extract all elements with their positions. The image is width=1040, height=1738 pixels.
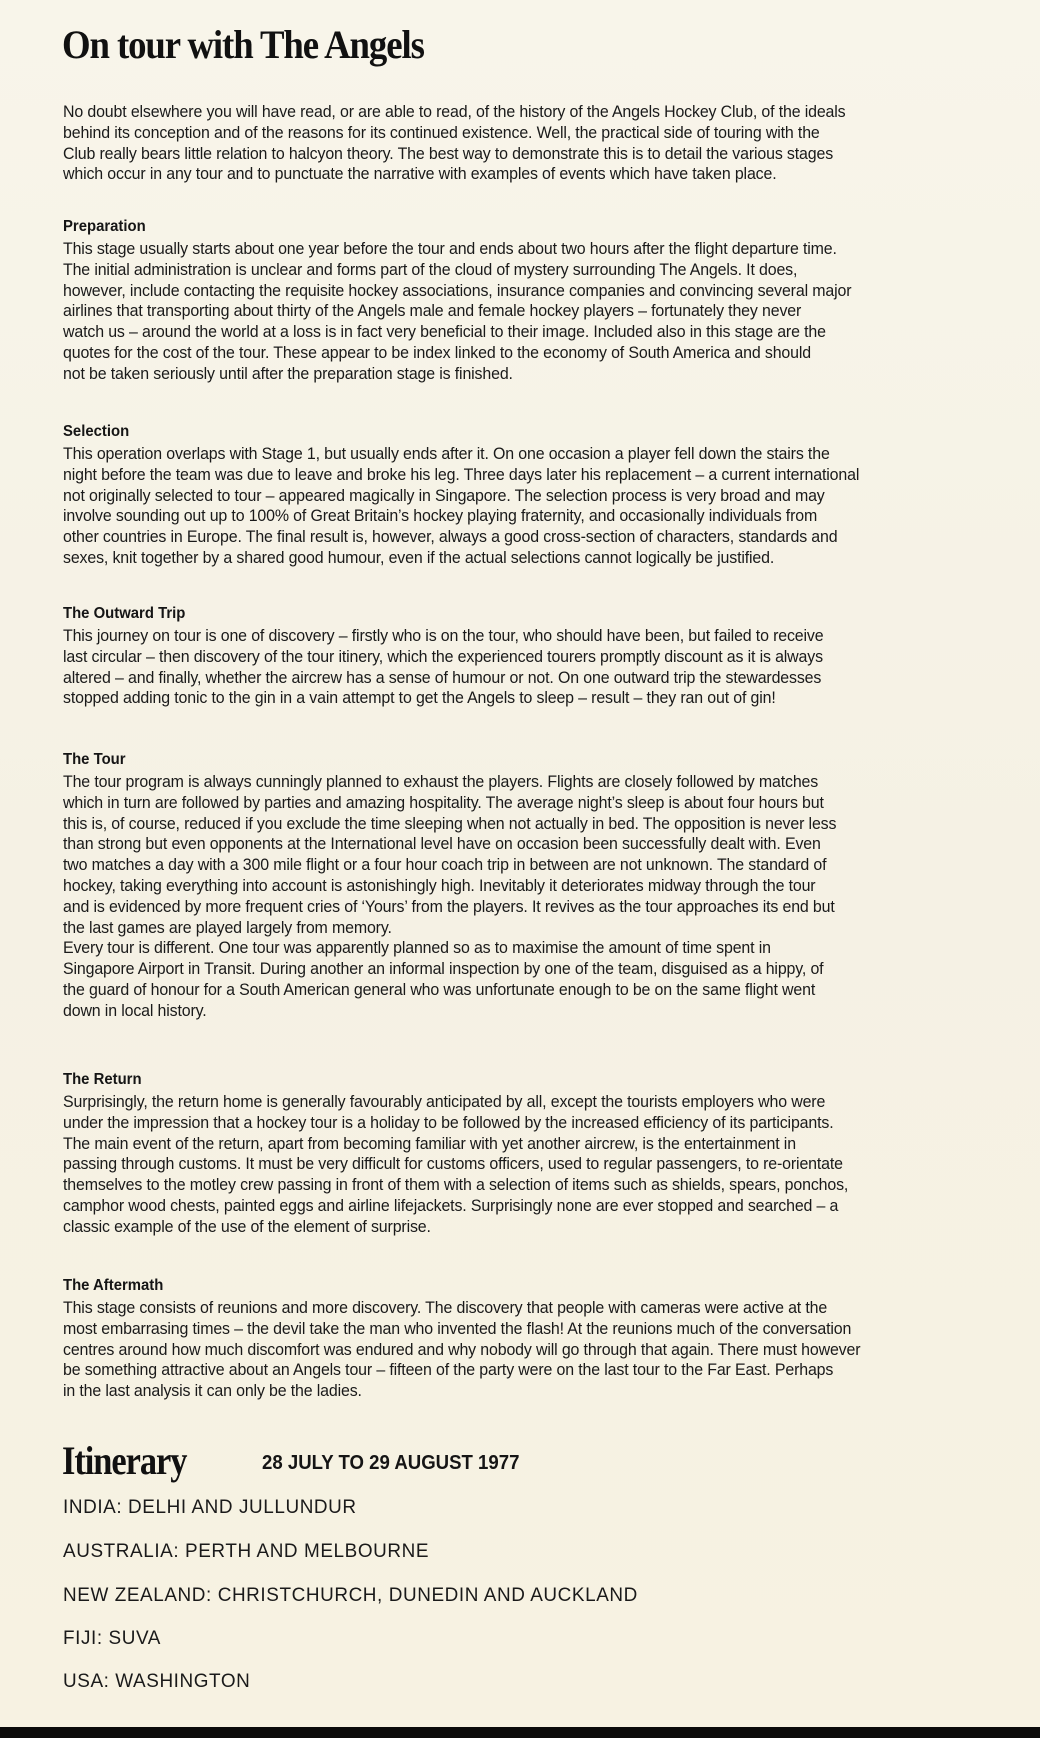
text-line: behind its conception and of the reasons for its continued existence. Well, the practical side of touring with the (63, 123, 820, 142)
text-line: last circular – then discovery of the tour itinery, which the experienced tourers promptly discount as it is always (63, 647, 823, 666)
section-heading: The Aftermath (63, 1277, 164, 1294)
text-line: This stage usually starts about one year before the tour and ends about two hours after the flight departure time. (63, 240, 837, 258)
text-line: under the impression that a hockey tour is a holiday to be followed by the increased efficiency of its participants. (63, 1113, 834, 1132)
text-line: No doubt elsewhere you will have read, or are able to read, of the history of the Angels Hockey Club, of the ideals (63, 103, 846, 121)
text-line: The tour program is always cunningly planned to exhaust the players. Flights are closely followed by matches (63, 773, 819, 791)
text-line: Every tour is different. One tour was apparently planned so as to maximise the amount of time spent in (63, 939, 771, 958)
intro-paragraph (63, 102, 1040, 185)
section-selection (63, 421, 1040, 569)
page-title: On tour with The Angels (62, 22, 424, 67)
text-line: night before the team was due to leave and broke his leg. Three days later his replacement – a current international (63, 465, 860, 484)
text-line: the guard of honour for a South American general who was unfortunate enough to be on the same flight went (63, 980, 816, 999)
section-heading: The Tour (63, 751, 126, 768)
text-line: stopped adding tonic to the gin in a vain attempt to get the Angels to sleep – result – they ran out of gin! (63, 689, 776, 708)
itinerary-heading: Itinerary (62, 1438, 187, 1483)
text-line: in the last analysis it can only be the ladies. (63, 1382, 362, 1401)
text-line: be something attractive about an Angels tour – fifteen of the party were on the last tour to the Far East. Perhaps (63, 1361, 834, 1380)
section-the-return (63, 1069, 1040, 1238)
text-line: watch us – around the world at a loss is in fact very beneficial to their image. Included also in this stage are the (63, 323, 826, 342)
text-line: most embarrasing times – the devil take the man who invented the flash! At the reunions much of the conversation (63, 1319, 852, 1338)
text-line: quotes for the cost of the tour. These appear to be index linked to the economy of South America and should (63, 343, 811, 362)
text-line: down in local history. (63, 1001, 207, 1020)
itinerary-stop: AUSTRALIA: PERTH AND MELBOURNE (63, 1540, 430, 1562)
section-heading: The Outward Trip (63, 605, 186, 622)
text-line: this is, of course, reduced if you exclude the time sleeping when not actually in bed. The opposition is never less (63, 814, 837, 833)
text-line: and is evidenced by more frequent cries of ‘Yours’ from the players. It revives as the tour approaches its end but (63, 897, 835, 916)
text-line: not be taken seriously until after the preparation stage is finished. (63, 364, 513, 383)
section-heading: Selection (63, 423, 130, 440)
text-line: Singapore Airport in Transit. During another an informal inspection by one of the team, disguised as a hippy, of (63, 960, 824, 979)
itinerary-stop: INDIA: DELHI AND JULLUNDUR (63, 1496, 357, 1518)
text-line: which occur in any tour and to punctuate the narrative with examples of events which have taken place. (63, 165, 777, 184)
text-line: Club really bears little relation to halcyon theory. The best way to demonstrate this is to detail the various stages (63, 144, 834, 163)
itinerary-stop: FIJI: SUVA (63, 1627, 161, 1649)
text-line: other countries in Europe. The final result is, however, always a good cross-section of characters, standards and (63, 528, 838, 547)
text-line: however, include contacting the requisite hockey associations, insurance companies and convincing several major (63, 281, 852, 300)
text-line: The main event of the return, apart from becoming familiar with yet another aircrew, is the entertainment in (63, 1134, 796, 1153)
text-line: sexes, knit together by a shared good humour, even if the actual selections cannot logically be justified. (63, 548, 775, 567)
section-the-tour (63, 749, 1040, 1022)
text-line: camphor wood chests, painted eggs and airline lifejackets. Surprisingly none are ever stopped and searched – a (63, 1196, 839, 1215)
text-line: This operation overlaps with Stage 1, but usually ends after it. On one occasion a player fell down the stairs the (63, 445, 830, 463)
text-line: the last games are played largely from memory. (63, 918, 392, 937)
scan-edge-shadow (0, 1727, 1040, 1738)
itinerary-dates: 28 JULY TO 29 AUGUST 1977 (262, 1452, 520, 1474)
itinerary-stop: NEW ZEALAND: CHRISTCHURCH, DUNEDIN AND AUCKLAND (63, 1584, 638, 1606)
text-line: classic example of the use of the element of surprise. (63, 1217, 431, 1236)
text-line: Surprisingly, the return home is generally favourably anticipated by all, except the tourists employers who were (63, 1093, 826, 1111)
itinerary-stop: USA: WASHINGTON (63, 1670, 251, 1692)
text-line: involve sounding out up to 100% of Great Britain’s hockey playing fraternity, and occasionally individuals from (63, 507, 818, 526)
text-line: altered – and finally, whether the aircrew has a sense of humour or not. On one outward trip the stewardesses (63, 668, 822, 687)
section-outward-trip (63, 603, 1040, 709)
text-line: not originally selected to tour – appeared magically in Singapore. The selection process is very broad and may (63, 486, 825, 505)
text-line: This journey on tour is one of discovery – firstly who is on the tour, who should have been, but failed to receive (63, 627, 824, 645)
text-line: This stage consists of reunions and more discovery. The discovery that people with cameras were active at the (63, 1299, 828, 1317)
text-line: centres around how much discomfort was endured and why nobody will go through that again. There must however (63, 1340, 861, 1359)
text-line: passing through customs. It must be very difficult for customs officers, used to regular passengers, to re-orientate (63, 1155, 843, 1174)
section-heading: Preparation (63, 218, 146, 235)
section-the-aftermath (63, 1275, 1040, 1402)
text-line: themselves to the motley crew passing in front of them with a selection of items such as shields, spears, ponchos, (63, 1176, 849, 1195)
text-line: hockey, taking everything into account is astonishingly high. Inevitably it deteriorates midway through the tour (63, 876, 816, 895)
section-heading: The Return (63, 1071, 142, 1088)
text-line: airlines that transporting about thirty of the Angels male and female hockey players – fortunately they never (63, 302, 802, 321)
text-line: than strong but even opponents at the International level have on occasion been successfully dealt with. Even (63, 835, 821, 854)
section-preparation (63, 216, 1040, 385)
text-line: two matches a day with a 300 mile flight or a four hour coach trip in between are not unknown. The standard of (63, 856, 827, 875)
text-line: which in turn are followed by parties and amazing hospitality. The average night’s sleep is about four hours but (63, 793, 824, 812)
text-line: The initial administration is unclear and forms part of the cloud of mystery surrounding The Angels. It does, (63, 260, 798, 279)
